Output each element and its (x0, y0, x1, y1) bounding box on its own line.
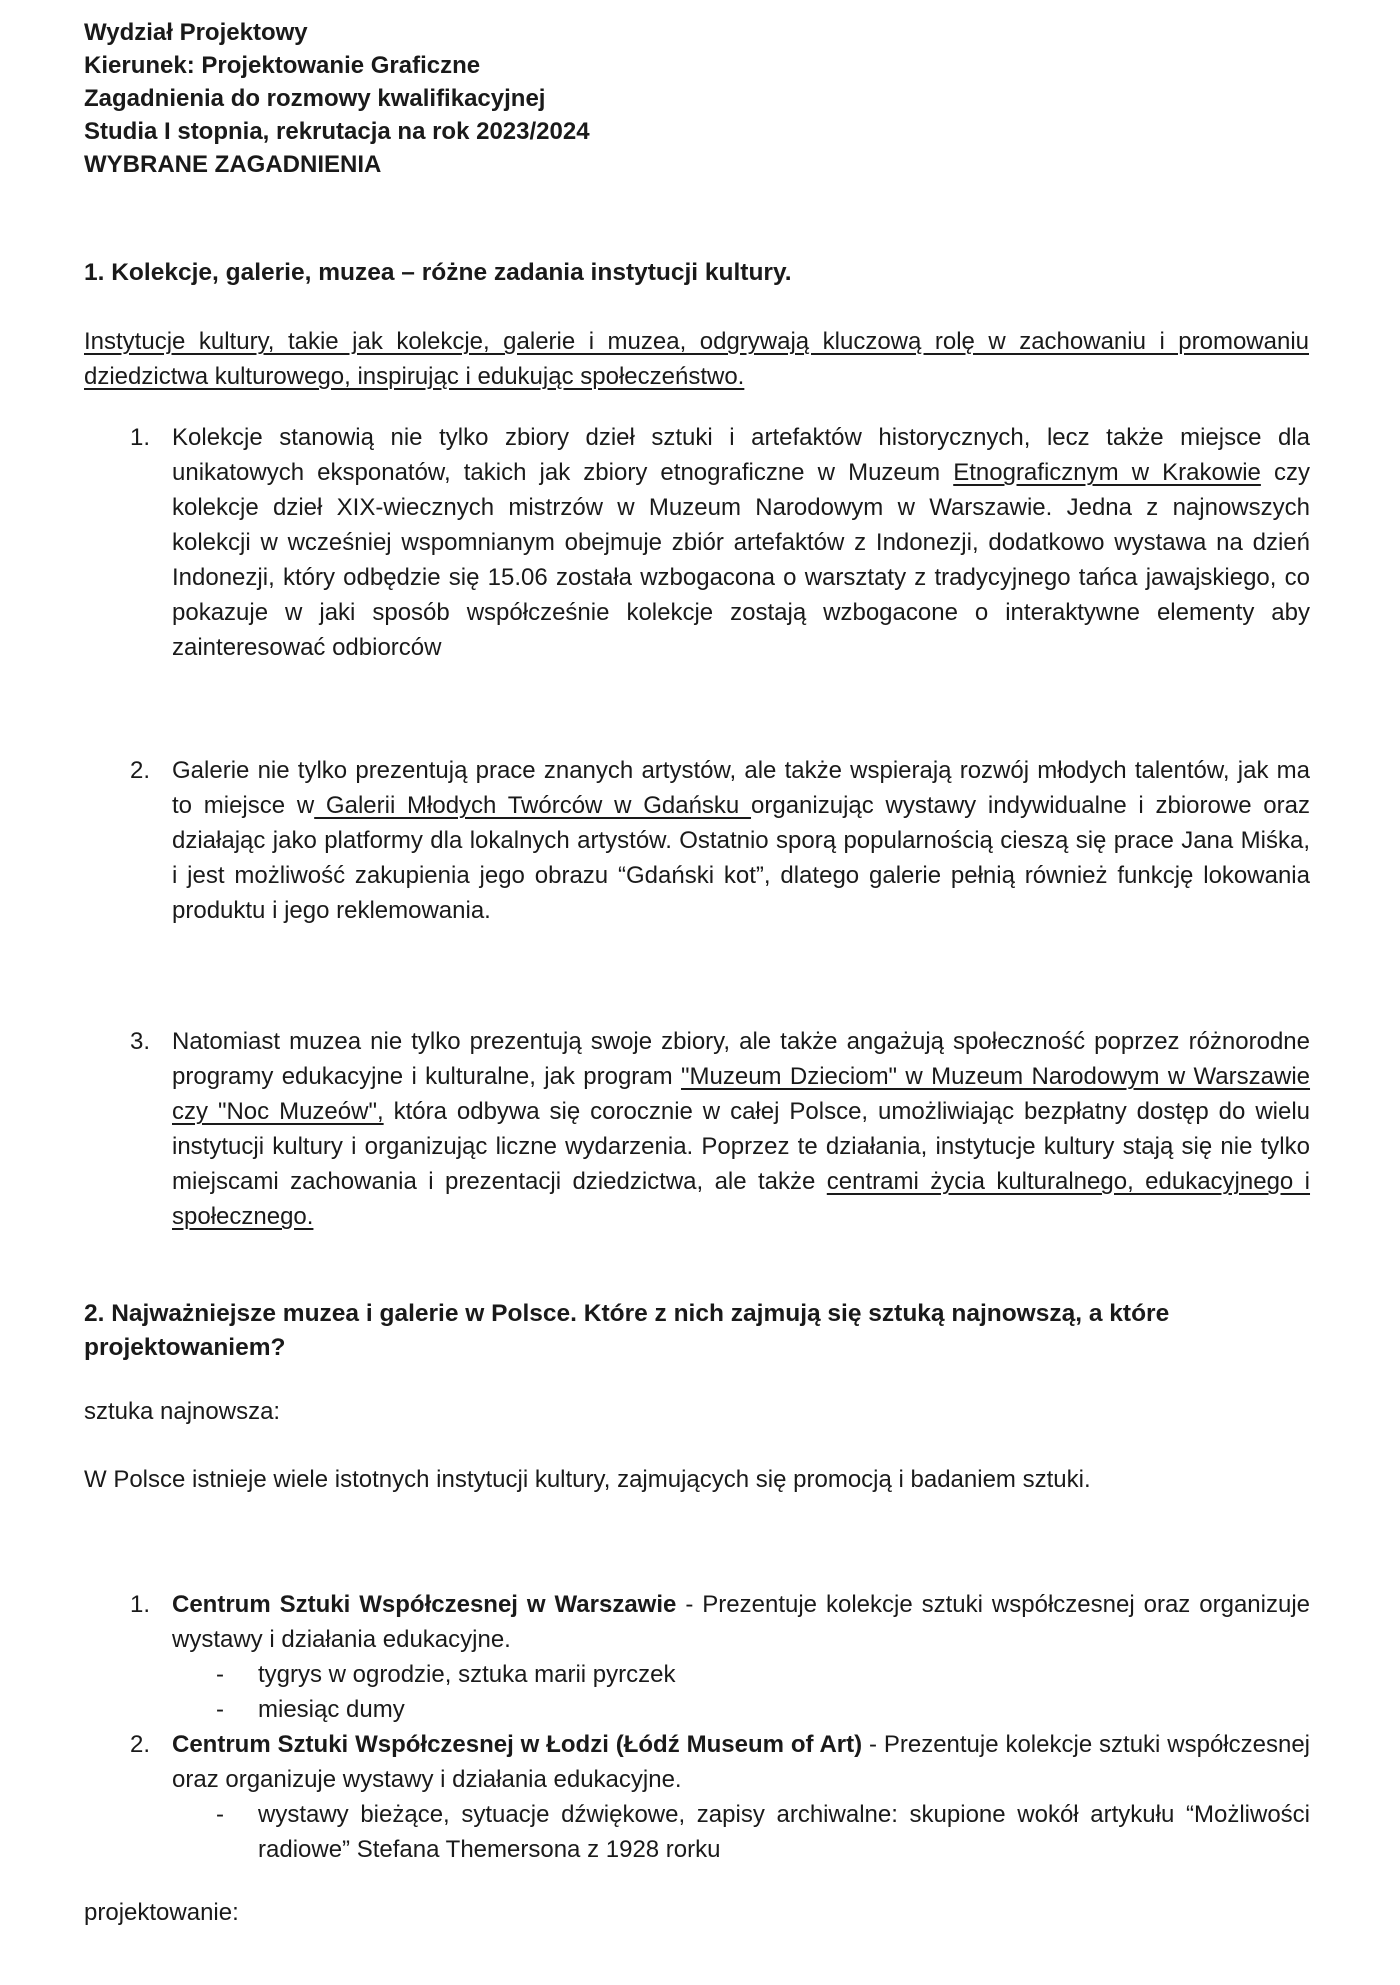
selected-issues-line: WYBRANE ZAGADNIENIA (84, 151, 382, 178)
item-number: 2. (130, 1731, 151, 1758)
cultural-centers-link[interactable]: centrami życia kulturalnego, edukacyjnego i społecznego. (172, 1168, 1311, 1230)
topic-line: Zagadnienia do rozmowy kwalifikacyjnej (84, 85, 546, 112)
document-header (84, 16, 1324, 181)
item-text-end: organizując wystawy indywidualne i zbiorowe oraz działając jako platformy dla lokalnych artystów. Ostatnio sporą popularnością cieszą się prace Jana Miśka, i jest możliwość zakupienia jego obrazu “Gdański kot”, dlatego galerie pełnią również funkcję lokowania produktu i jego reklemowania. (172, 792, 1310, 924)
institution-description: - Prezentuje kolekcje sztuki współczesnej oraz organizuje wystawy i działania edukacyjne. (172, 1591, 1310, 1653)
item-number: 3. (130, 1028, 151, 1055)
section-1-item-3 (130, 1024, 1310, 1234)
item-text-start: Galerie nie tylko prezentują prace znanych artystów, ale także wspierają rozwój młodych talentów, jak ma to miejsce w (172, 757, 1310, 819)
contemporary-art-label: sztuka najnowsza: (84, 1398, 281, 1425)
item-text-start: Natomiast muzea nie tylko prezentują swoje zbiory, ale także angażują społeczność poprzez różnorodne programy edukacyjne i kulturalne, jak program (172, 1028, 1310, 1090)
sub-item: - wystawy bieżące, sytuacje dźwiękowe, zapisy archiwalne: skupione wokół artykułu “Możliwości radiowe” Stefana Themersona z 1928 rorku (216, 1801, 1310, 1863)
section-1-heading: 1. Kolekcje, galerie, muzea – różne zadania instytucji kultury. (84, 259, 792, 286)
sub-item: - miesiąc dumy (216, 1696, 405, 1723)
item-text-end: czy kolekcje dzieł XIX-wiecznych mistrzów w Muzeum Narodowym w Warszawie. Jedna z najnowszych kolekcji w wcześniej wspomnianym obejmuje zbiór artefaktów z Indonezji, dodatkowo wystawa na dzień Indonezji, który odbędzie się 15.06 została wzbogacona o warsztaty z tradycyjnego tańca jawajskiego, co pokazuje w jaki sposób współcześnie kolekcje zostają wzbogacone o interaktywne elementy aby zainteresować odbiorców (172, 459, 1310, 661)
sub-item-text: miesiąc dumy (258, 1696, 405, 1723)
section-2-item-2 (130, 1727, 1310, 1867)
study-level-line: Studia I stopnia, rekrutacja na rok 2023/2024 (84, 118, 590, 145)
sub-item-text: wystawy bieżące, sytuacje dźwiękowe, zapisy archiwalne: skupione wokół artykułu “Możliwości radiowe” Stefana Themersona z 1928 rorku (258, 1801, 1310, 1863)
institution-name: Centrum Sztuki Współczesnej w Warszawie (172, 1591, 677, 1618)
ethnographic-museum-link[interactable]: Etnograficznym w Krakowie (953, 459, 1261, 486)
item-number: 1. (130, 1591, 151, 1618)
section-1-intro: Instytucje kultury, takie jak kolekcje, galerie i muzea, odgrywają kluczową rolę w zachowaniu i promowaniu dziedzictwa kulturowego, inspirując i edukując społeczeństwo. (84, 328, 1309, 390)
section-1-item-1 (130, 420, 1310, 665)
institution-name: Centrum Sztuki Współczesnej w Łodzi (Łódź Museum of Art) (172, 1731, 863, 1758)
young-artists-gallery-link[interactable]: Galerii Młodych Twórców w Gdańsku (314, 792, 752, 819)
item-text-start: Kolekcje stanowią nie tylko zbiory dzieł sztuki i artefaktów historycznych, lecz także miejsce dla unikatowych eksponatów, takich jak zbiory etnograficzne w Muzeum (172, 424, 1310, 486)
item-number: 1. (130, 424, 151, 451)
item-number: 2. (130, 757, 151, 784)
design-label: projektowanie: (84, 1899, 239, 1926)
sub-item: - tygrys w ogrodzie, sztuka marii pyrczek (216, 1661, 676, 1688)
sub-item-text: tygrys w ogrodzie, sztuka marii pyrczek (258, 1661, 676, 1688)
item-text-middle: która odbywa się corocznie w całej Polsce, umożliwiając bezpłatny dostęp do wielu instytucji kultury i organizując liczne wydarzenia. Poprzez te działania, instytucje kultury stają się nie tylko miejscami zachowania i prezentacji dziedzictwa, ale także (172, 1098, 1311, 1195)
section-2-item-1 (130, 1587, 1310, 1727)
faculty-line: Wydział Projektowy (84, 19, 308, 46)
program-line: Kierunek: Projektowanie Graficzne (84, 52, 481, 79)
section-2-intro: W Polsce istnieje wiele istotnych instytucji kultury, zajmujących się promocją i badaniem sztuki. (84, 1466, 1091, 1493)
section-2-heading: 2. Najważniejsze muzea i galerie w Polsce. Które z nich zajmują się sztuką najnowszą, a które projektowaniem? (84, 1300, 1170, 1361)
institution-description: - Prezentuje kolekcje sztuki współczesnej oraz organizuje wystawy i działania edukacyjne. (172, 1731, 1311, 1793)
section-1-item-2 (130, 753, 1310, 928)
museum-programs-link[interactable]: "Muzeum Dzieciom" w Muzeum Narodowym w Warszawie czy "Noc Muzeów", (172, 1063, 1311, 1125)
